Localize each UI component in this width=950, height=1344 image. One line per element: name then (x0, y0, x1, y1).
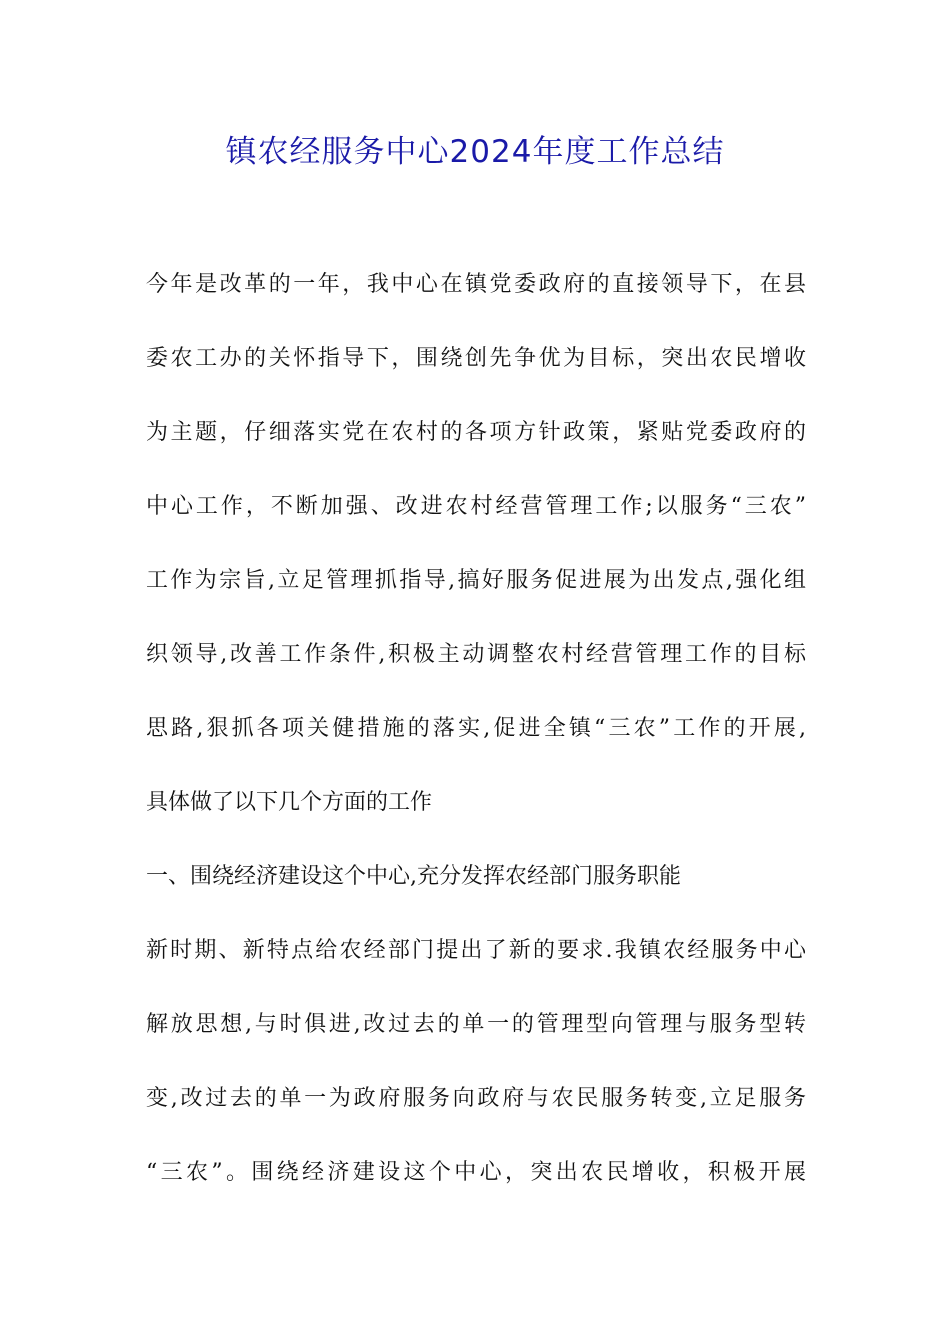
paragraph-line: 为主题，仔细落实党在农村的各项方针政策，紧贴党委政府的 (146, 420, 806, 445)
paragraph-line: 解放思想,与时俱进,改过去的单一的管理型向管理与服务型转 (146, 1012, 806, 1037)
paragraph-line: “三农”。围绕经济建设这个中心，突出农民增收，积极开展 (146, 1160, 806, 1185)
paragraph-line: 委农工办的关怀指导下，围绕创先争优为目标，突出农民增收 (146, 346, 806, 371)
paragraph-line: 变,改过去的单一为政府服务向政府与农民服务转变,立足服务 (146, 1086, 806, 1111)
paragraph-line: 织领导,改善工作条件,积极主动调整农村经营管理工作的目标 (146, 642, 806, 667)
paragraph-line: 新时期、新特点给农经部门提出了新的要求.我镇农经服务中心 (146, 938, 806, 963)
page-title: 镇农经服务中心2024年度工作总结 (225, 134, 725, 170)
paragraph-line: 中心工作，不断加强、改进农村经营管理工作;以服务“三农” (146, 494, 806, 519)
paragraph-line: 具体做了以下几个方面的工作 (146, 790, 433, 815)
paragraph-line: 思路,狠抓各项关健措施的落实,促进全镇“三农”工作的开展, (146, 716, 806, 741)
paragraph-line: 工作为宗旨,立足管理抓指导,搞好服务促进展为出发点,强化组 (146, 568, 806, 593)
paragraph-line: 今年是改革的一年，我中心在镇党委政府的直接领导下，在县 (146, 272, 806, 297)
section-heading: 一、围绕经济建设这个中心,充分发挥农经部门服务职能 (146, 864, 681, 889)
